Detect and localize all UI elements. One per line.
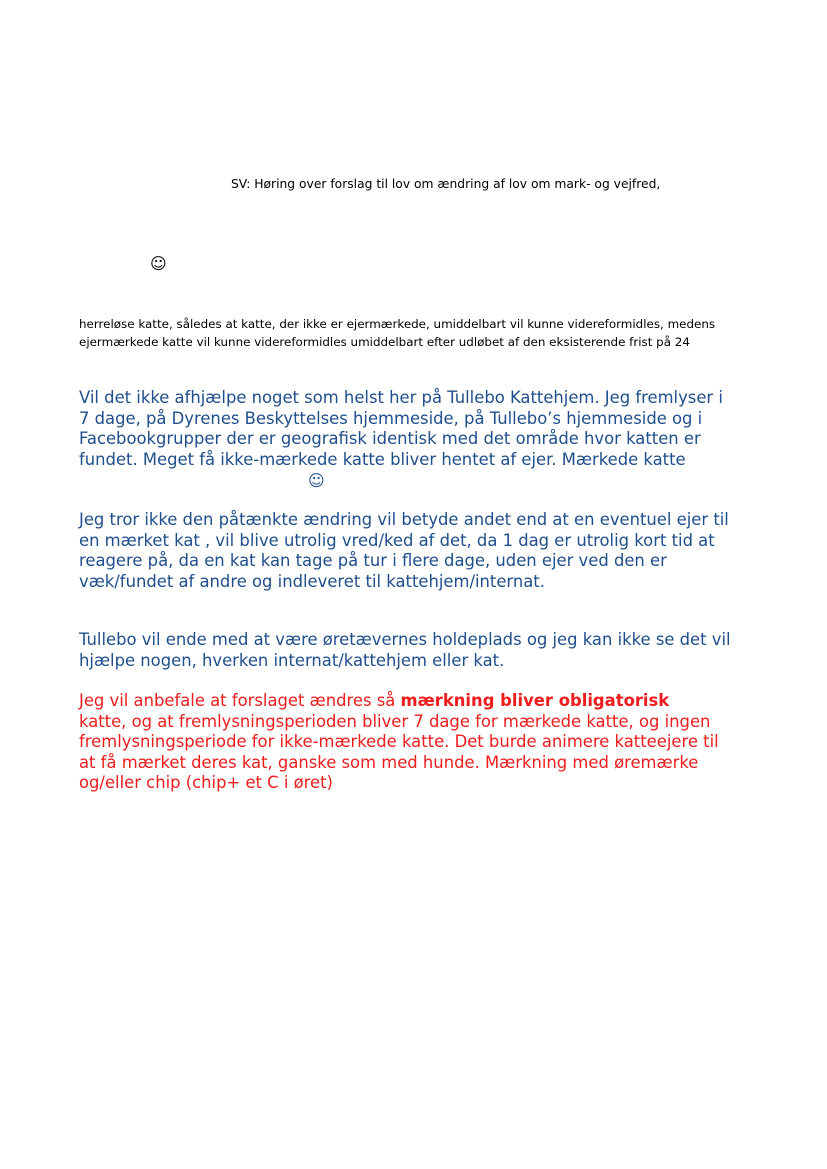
paragraph-line: hjælpe nogen, hverken internat/kattehjem eller kat.: [79, 650, 505, 670]
paragraph-kattehjem: [79, 388, 723, 470]
paragraph-line: fundet. Meget få ikke-mærkede katte bliver hentet af ejer. Mærkede katte: [79, 449, 686, 469]
paragraph-line: katte, og at fremlysningsperioden bliver 7 dage for mærkede katte, og ingen: [79, 711, 711, 731]
paragraph-line: en mærket kat , vil blive utrolig vred/ked af det, da 1 dag er utrolig kort tid at: [79, 530, 715, 550]
paragraph-line: Facebookgrupper der er geografisk identisk med det område hvor katten er: [79, 429, 701, 448]
paragraph-line: reagere på, da en kat kan tage på tur i flere dage, uden ejer ved den er: [79, 551, 667, 570]
black-text-line-1: herreløse katte, således at katte, der ikke er ejermærkede, umiddelbart vil kunne videreformidles, medens: [79, 317, 716, 331]
smiley-icon: ☺: [150, 254, 167, 273]
paragraph-line: 7 dage, på Dyrenes Beskyttelses hjemmeside, på Tullebo’s hjemmeside og i: [79, 408, 703, 428]
paragraph-line: fremlysningsperiode for ikke-mærkede katte. Det burde animere katteejere til: [79, 732, 719, 751]
paragraph-line: Tullebo vil ende med at være øretævernes holdeplads og jeg kan ikke se det vil: [79, 630, 731, 649]
paragraph-tullebo: [79, 630, 731, 671]
smiley-icon: ☺: [308, 471, 325, 490]
paragraph-line: og/eller chip (chip+ et C i øret): [79, 773, 333, 792]
recommendation-emphasis: mærkning bliver obligatorisk: [400, 691, 670, 710]
paragraph-line: Vil det ikke afhjælpe noget som helst her på Tullebo Kattehjem. Jeg fremlyser i: [79, 388, 723, 407]
paragraph-line: væk/fundet af andre og indleveret til kattehjem/internat.: [79, 571, 545, 591]
paragraph-line: [79, 691, 719, 712]
subject-line: SV: Høring over forslag til lov om ændring af lov om mark- og vejfred,: [231, 177, 661, 191]
paragraph-aendring: [79, 510, 729, 592]
recommendation-lead: Jeg vil anbefale at forslaget ændres så: [79, 691, 401, 710]
paragraph-anbefaling: [79, 691, 719, 794]
paragraph-line: Jeg tror ikke den påtænkte ændring vil betyde andet end at en eventuel ejer til: [79, 510, 729, 529]
paragraph-line: at få mærket deres kat, ganske som med hunde. Mærkning med øremærke: [79, 752, 699, 772]
black-text-line-2: ejermærkede katte vil kunne videreformidles umiddelbart efter udløbet af den eksisterende frist på 24: [79, 335, 690, 349]
